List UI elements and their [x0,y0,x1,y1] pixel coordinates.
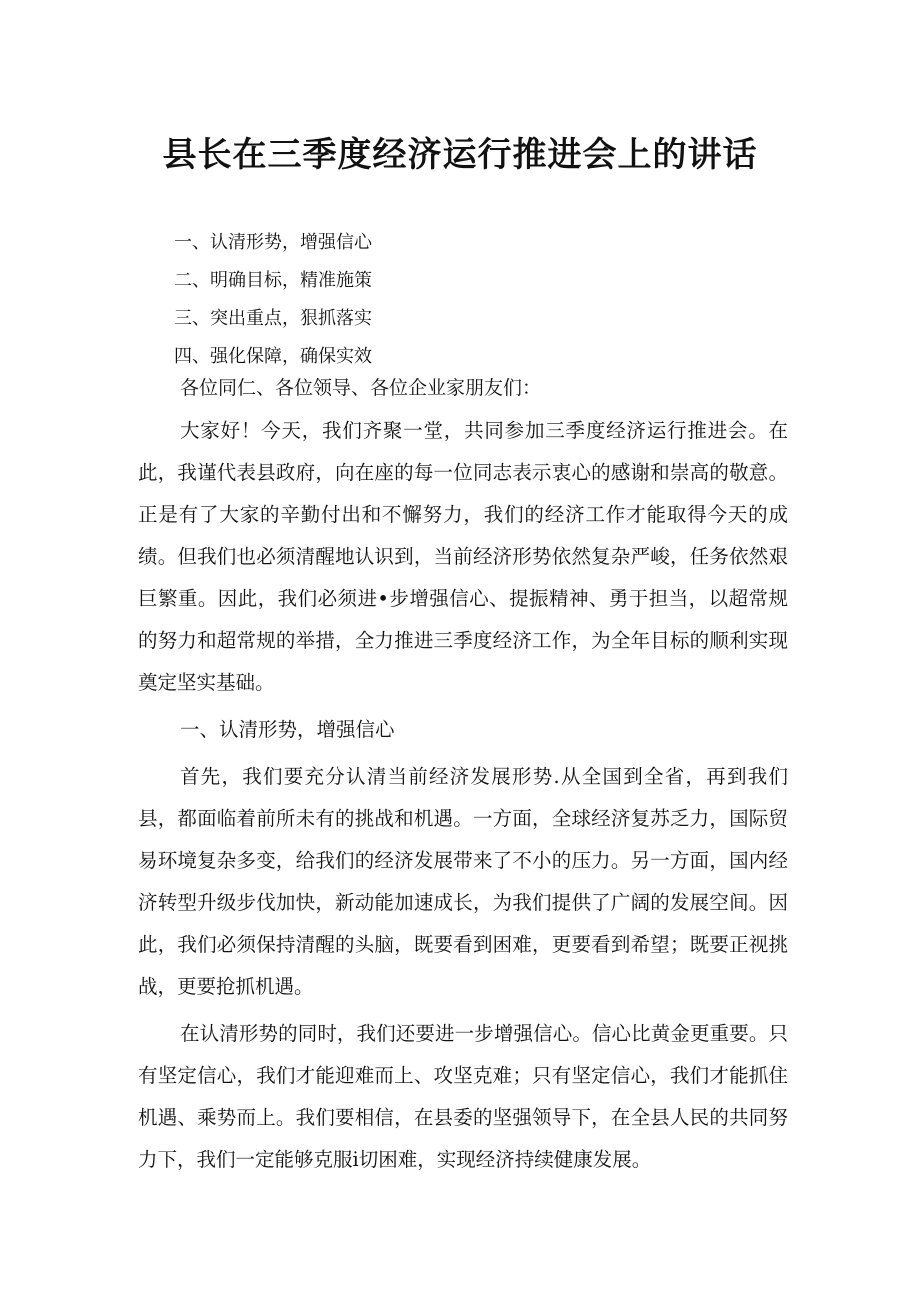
section-paragraph: 首先，我们要充分认清当前经济发展形势.从全国到全省，再到我们县，都面临着前所未有的挑战和机遇。一方面，全球经济复苏乏力，国际贸易环境复杂多变，给我们的经济发展带来了不小的压力。另一方面，国内经济转型升级步伐加快，新动能加速成长，为我们提供了广阔的发展空间。因此，我们必须保持清醒的头脑，既要看到困难，更要看到希望；既要正视挑战，更要抢抓机遇。 [138,765,788,998]
toc-item: 二、明确目标，精准施策 [174,270,372,291]
section-paragraph: 在认清形势的同时，我们还要进一步增强信心。信心比黄金更重要。只有坚定信心，我们才能迎难而上、攻坚克难；只有坚定信心，我们才能抓住机遇、乘势而上。我们要相信，在县委的坚强领导下，在全县人民的共同努力下，我们一定能够克服i切困难，实现经济持续健康发展。 [138,1022,788,1171]
toc-item: 四、强化保障，确保实效 [174,346,372,367]
toc-item: 三、突出重点，狠抓落实 [174,308,372,329]
toc-item: 一、认清形势，增强信心 [174,232,372,253]
salutation: 各位同仁、各位领导、各位企业家朋友们： [180,377,542,399]
document-body [138,410,788,1186]
section-heading: 一、认清形势，增强信心 [180,718,395,741]
table-of-contents [174,224,774,376]
page-title: 县长在三季度经济运行推进会上的讲话 [162,134,758,175]
opening-paragraph: 大家好！今天，我们齐聚一堂，共同参加三季度经济运行推进会。在此，我谨代表县政府，向在座的每一位同志表示衷心的感谢和崇高的敬意。正是有了大家的辛勤付出和不懈努力，我们的经济工作才能取得今天的成绩。但我们也必须清醒地认识到，当前经济形势依然复杂严峻，任务依然艰巨繁重。因此，我们必须进•步增强信心、提振精神、勇于担当，以超常规的努力和超常规的举措，全力推进三季度经济工作，为全年目标的顺利实现奠定坚实基础。 [138,419,788,694]
